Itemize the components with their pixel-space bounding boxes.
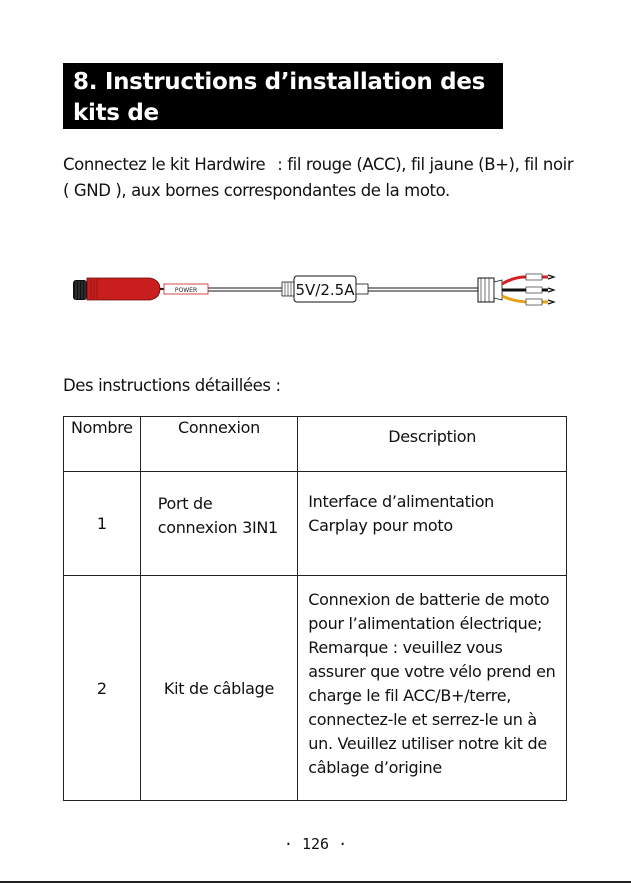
cell-line: assurer que votre vélo prend en <box>308 662 556 681</box>
hardwire-cable-illustration <box>60 258 570 318</box>
table-header-row <box>64 417 567 472</box>
table-row <box>64 472 567 576</box>
header-cell: Connexion <box>140 417 298 472</box>
cell-line: charge le fil ACC/B+/terre, <box>308 686 512 705</box>
page-number: · 126 · <box>283 835 348 853</box>
cell-line: Interface d’alimentation <box>308 492 495 511</box>
connection-table <box>63 416 567 801</box>
cell-line: Carplay pour moto <box>308 516 453 535</box>
header-cell: Description <box>298 417 567 472</box>
cell-line: pour l’alimentation électrique; <box>308 614 543 633</box>
connexion-cell: Kit de câblage <box>140 576 298 801</box>
intro-line <box>63 152 578 178</box>
section-title-line: câblage <box>73 131 172 157</box>
intro-paragraph <box>63 152 578 204</box>
connector-body <box>87 278 160 300</box>
table-row <box>64 576 567 801</box>
power-label: POWER <box>174 287 198 294</box>
section-title-line: 8. Instructions d’installation des kits de <box>73 69 486 126</box>
cell-line: câblage d’origine <box>308 758 442 777</box>
intro-text: Connectez le kit Hardwire <box>63 155 266 174</box>
cell-line: connectez-le et serrez-le un à <box>308 710 537 729</box>
row-number: 2 <box>64 576 141 801</box>
section-title <box>63 63 503 157</box>
description-cell <box>298 576 567 801</box>
connexion-cell <box>140 472 298 576</box>
intro-text: : fil rouge (ACC), fil jaune (B+), fil noir <box>277 155 574 174</box>
header-cell: Nombre <box>64 417 141 472</box>
spec-label: 5V/2.5A <box>295 281 355 299</box>
subheading: Des instructions détaillées : <box>63 376 281 395</box>
description-cell <box>298 472 567 576</box>
intro-line: ( GND ), aux bornes correspondantes de la moto. <box>63 181 450 200</box>
wire-splitter <box>478 278 494 302</box>
row-number: 1 <box>64 472 141 576</box>
cell-line: Connexion de batterie de moto <box>308 590 550 609</box>
cell-line: un. Veuillez utiliser notre kit de <box>308 734 547 753</box>
cell-line: Remarque : veuillez vous <box>308 638 503 657</box>
cell-line: connexion 3IN1 <box>157 518 278 537</box>
cell-line: Port de <box>157 494 213 513</box>
